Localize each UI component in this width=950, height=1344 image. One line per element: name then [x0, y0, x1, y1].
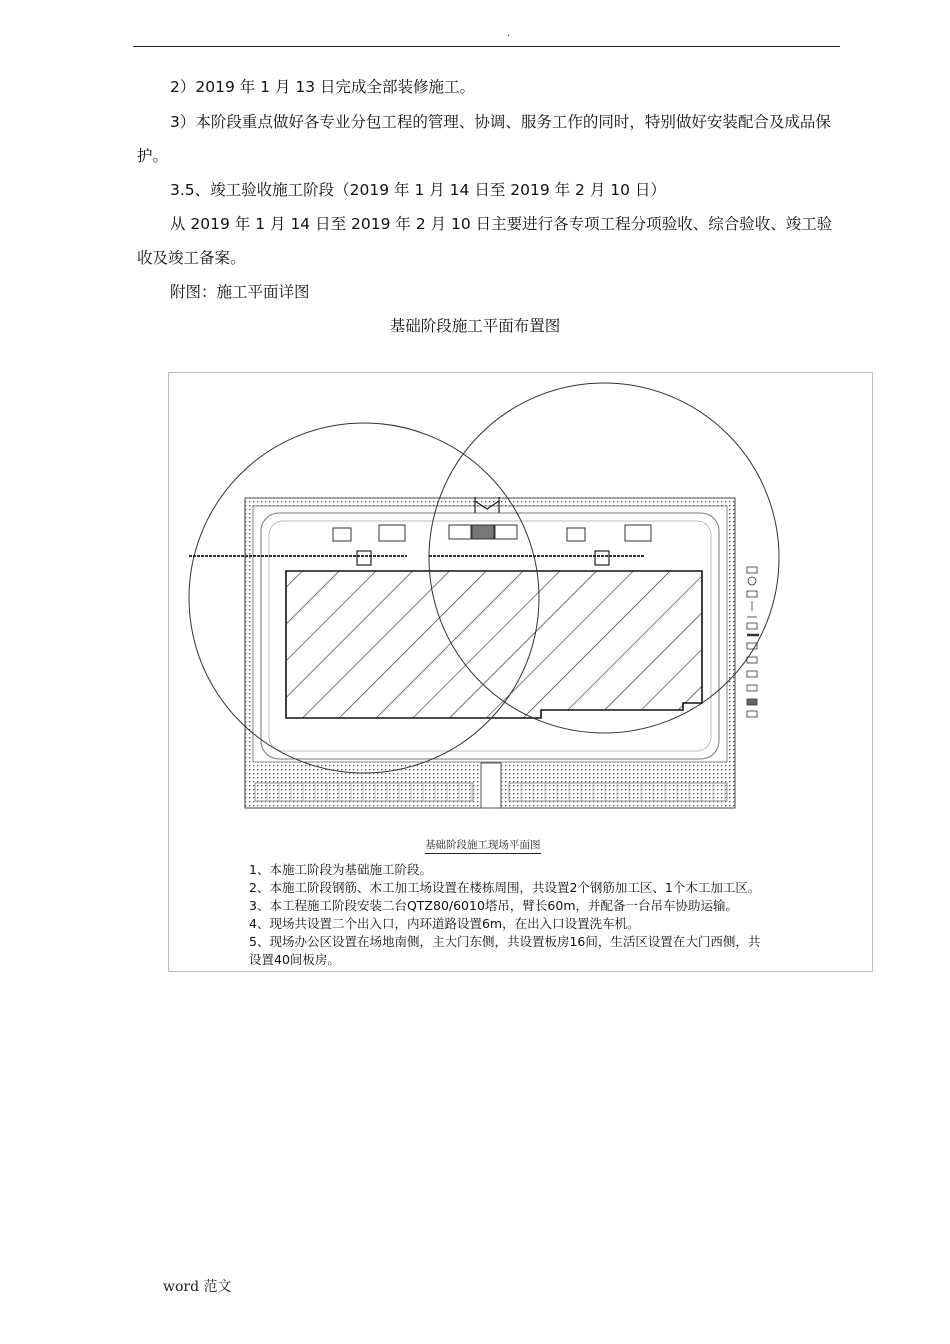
- drawing-title: 基础阶段施工现场平面图: [425, 837, 541, 854]
- paragraph-4: 从 2019 年 1 月 14 日至 2019 年 2 月 10 日主要进行各专项工程分项验收、综合验收、竣工验收及竣工备案。: [137, 215, 833, 267]
- paragraph-1: 2）2019 年 1 月 13 日完成全部装修施工。: [170, 78, 476, 96]
- header-rule: [133, 46, 840, 47]
- header-mark: .: [507, 28, 511, 39]
- drawing-notes: [249, 861, 849, 969]
- note-5: 5、现场办公区设置在场地南侧，主大门东侧，共设置板房16间，生活区设置在大门西侧，共: [249, 934, 761, 949]
- note-4: 4、现场共设置二个出入口，内环道路设置6m，在出入口设置洗车机。: [249, 916, 640, 931]
- paragraph-3: 3.5、竣工验收施工阶段（2019 年 1 月 14 日至 2019 年 2 月 10 日）: [170, 181, 666, 199]
- figure-caption: 基础阶段施工平面布置图: [389, 317, 561, 335]
- note-5-cont: 设置40间板房。: [249, 952, 340, 967]
- paragraph-5: 附图：施工平面详图: [170, 283, 310, 301]
- site-plan-figure: [168, 372, 873, 972]
- paragraph-2: 3）本阶段重点做好各专业分包工程的管理、协调、服务工作的同时，特别做好安装配合及成品保护。: [137, 113, 831, 165]
- note-1: 1、本施工阶段为基础施工阶段。: [249, 862, 432, 877]
- south-access-road: [481, 763, 501, 808]
- note-2: 2、本施工阶段钢筋、木工加工场设置在楼栋周围，共设置2个钢筋加工区、1个木工加工区。: [249, 880, 761, 895]
- note-3: 3、本工程施工阶段安装二台QTZ80/6010塔吊，臂长60m，并配备一台吊车协助运输。: [249, 898, 739, 913]
- footer-text: word 范文: [163, 1279, 232, 1295]
- building-footprint: [286, 571, 702, 718]
